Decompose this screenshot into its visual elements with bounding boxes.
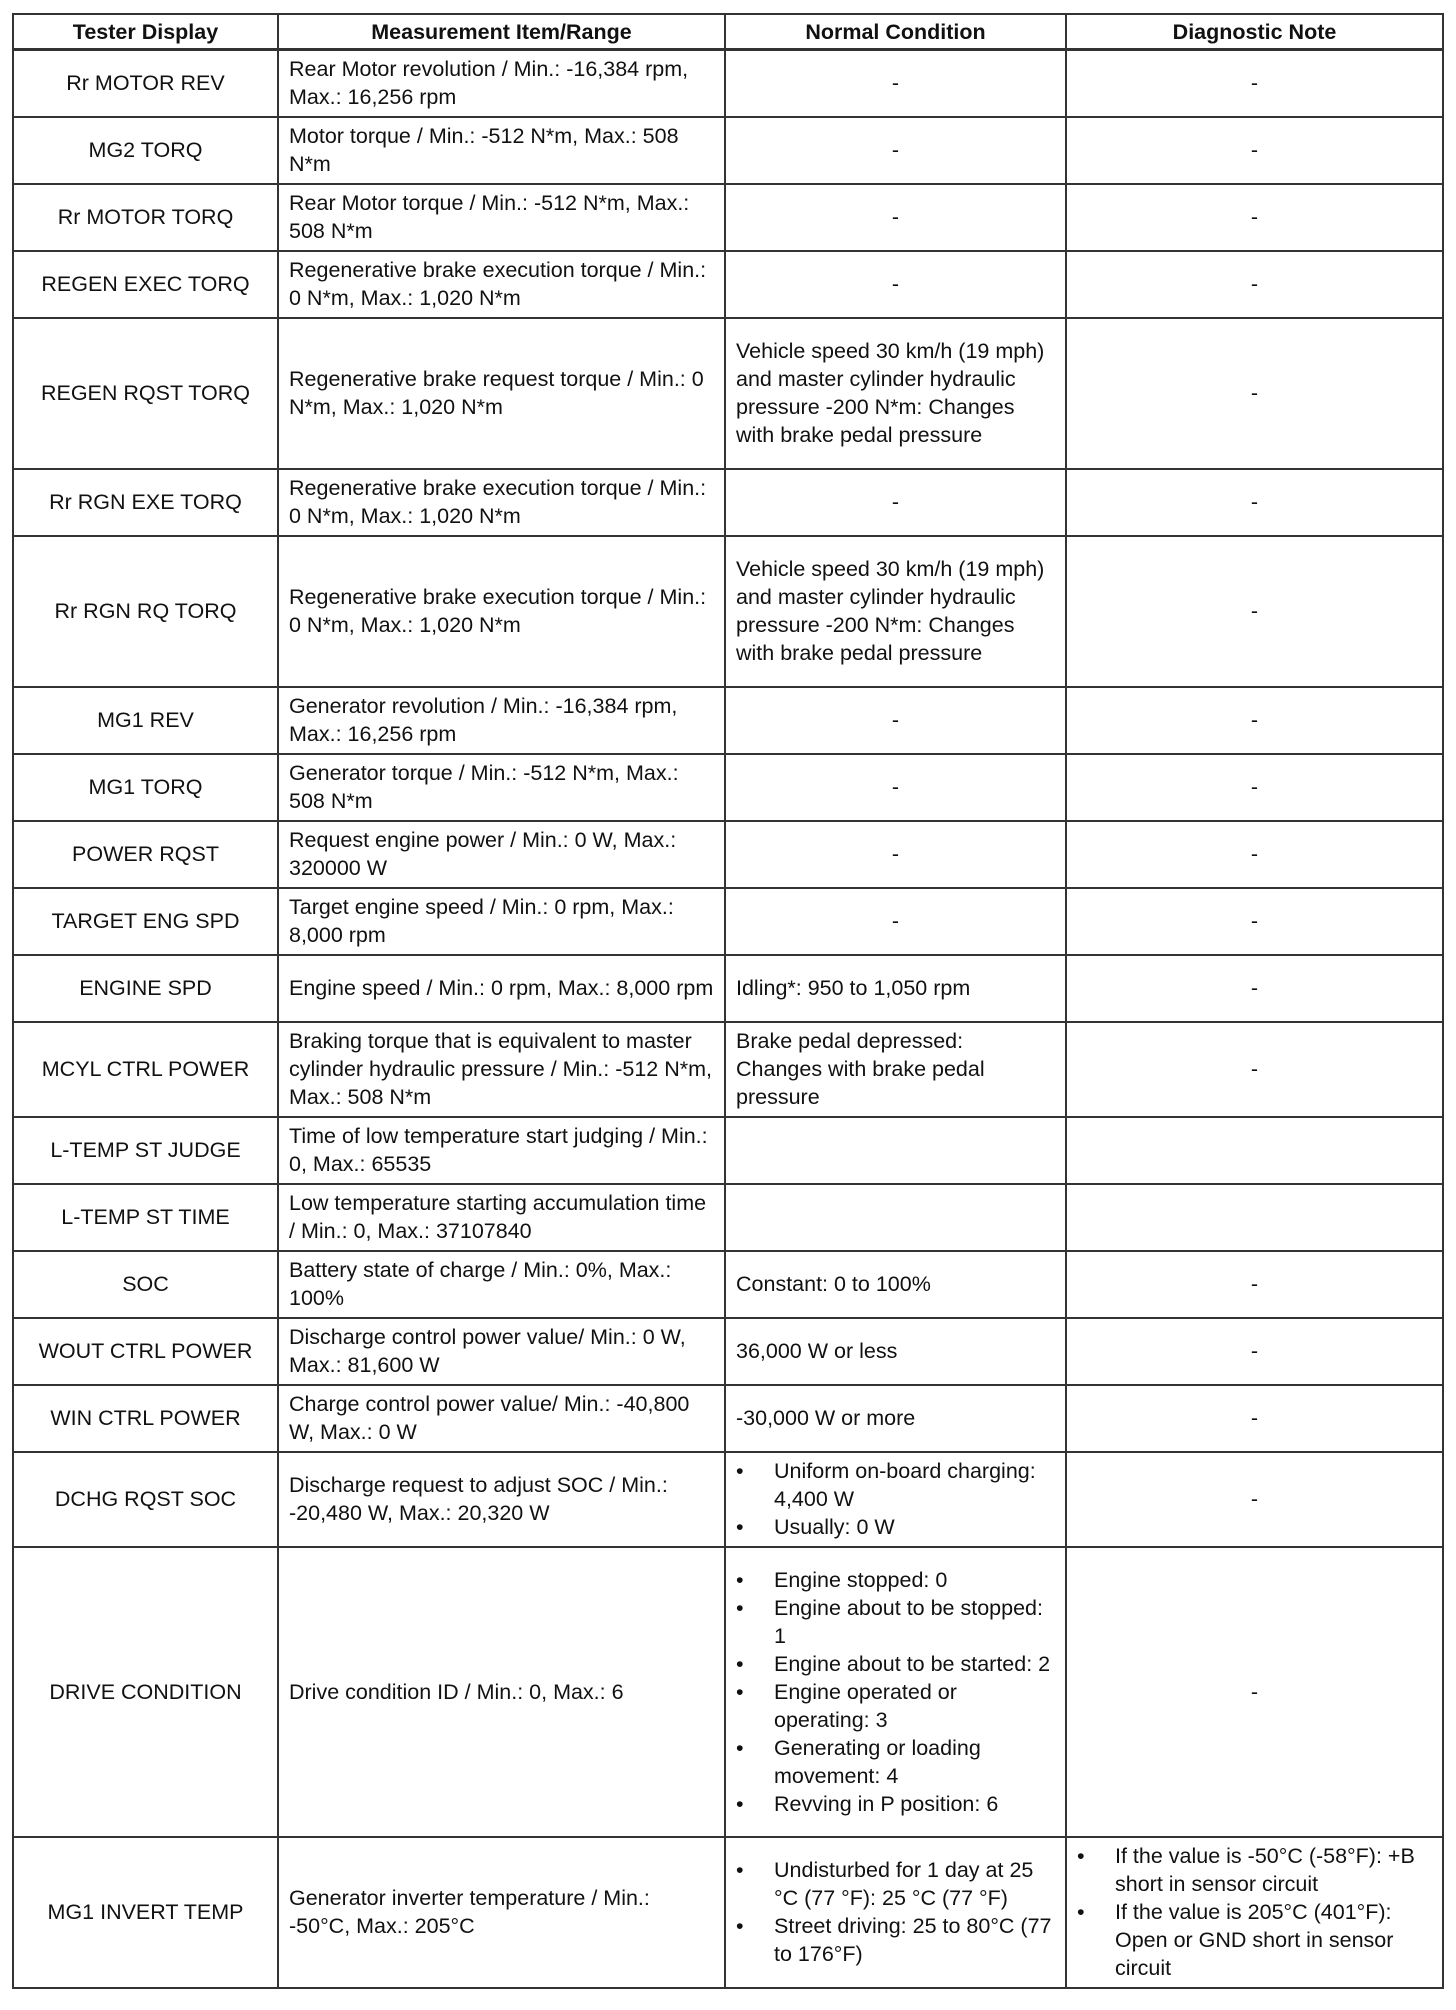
tester-display: L-TEMP ST JUDGE [13,1117,278,1184]
list-item: • Revving in P position: 6 [736,1790,1055,1818]
table-row [13,888,1443,955]
table-row [13,117,1443,184]
measurement-item: Rear Motor revolution / Min.: -16,384 rpm, Max.: 16,256 rpm [278,50,725,117]
normal-condition: Constant: 0 to 100% [725,1251,1066,1318]
tester-display: Rr MOTOR REV [13,50,278,117]
normal-condition: Vehicle speed 30 km/h (19 mph) and master cylinder hydraulic pressure -200 N*m: Changes with brake pedal pressure [725,318,1066,469]
normal-condition [725,1452,1066,1547]
table-row [13,1547,1443,1837]
tester-display: REGEN EXEC TORQ [13,251,278,318]
normal-condition-list [736,1457,1055,1541]
measurement-item: Battery state of charge / Min.: 0%, Max.: 100% [278,1251,725,1318]
tester-display: TARGET ENG SPD [13,888,278,955]
tester-display: POWER RQST [13,821,278,888]
table-row [13,251,1443,318]
list-item: • Engine stopped: 0 [736,1566,1055,1594]
header-normal-condition: Normal Condition [725,14,1066,50]
diagnostic-note: - [1066,318,1443,469]
table-row [13,1385,1443,1452]
normal-condition: -30,000 W or more [725,1385,1066,1452]
measurement-item: Discharge control power value/ Min.: 0 W, Max.: 81,600 W [278,1318,725,1385]
tester-display: Rr RGN RQ TORQ [13,536,278,687]
normal-condition: - [725,469,1066,536]
measurement-item: Regenerative brake execution torque / Min.: 0 N*m, Max.: 1,020 N*m [278,251,725,318]
list-item: • If the value is -50°C (-58°F): +B short in sensor circuit [1077,1842,1432,1898]
table-row [13,184,1443,251]
measurement-item: Motor torque / Min.: -512 N*m, Max.: 508 N*m [278,117,725,184]
diagnostic-note [1066,1184,1443,1251]
table-row [13,1318,1443,1385]
diagnostic-note: - [1066,888,1443,955]
table-row [13,50,1443,117]
normal-condition: - [725,888,1066,955]
diagnostic-note: - [1066,1318,1443,1385]
tester-display: DRIVE CONDITION [13,1547,278,1837]
header-diagnostic-note: Diagnostic Note [1066,14,1443,50]
table-row [13,1452,1443,1547]
normal-condition [725,1837,1066,1988]
diagnostic-note: - [1066,117,1443,184]
list-item: • Engine about to be stopped: 1 [736,1594,1055,1650]
diagnostic-note: - [1066,50,1443,117]
normal-condition [725,1547,1066,1837]
normal-condition-list [736,1856,1055,1968]
list-item: • Undisturbed for 1 day at 25 °C (77 °F): 25 °C (77 °F) [736,1856,1055,1912]
measurement-item: Charge control power value/ Min.: -40,800 W, Max.: 0 W [278,1385,725,1452]
diagnostic-note: - [1066,536,1443,687]
table-row [13,821,1443,888]
normal-condition-list [736,1566,1055,1818]
tester-display: DCHG RQST SOC [13,1452,278,1547]
table-row [13,1117,1443,1184]
diagnostic-note: - [1066,1452,1443,1547]
normal-condition: - [725,687,1066,754]
normal-condition [725,1184,1066,1251]
measurement-item: Low temperature starting accumulation time / Min.: 0, Max.: 37107840 [278,1184,725,1251]
measurement-item: Regenerative brake execution torque / Min.: 0 N*m, Max.: 1,020 N*m [278,536,725,687]
diagnostic-note: - [1066,687,1443,754]
diagnostic-note [1066,1837,1443,1988]
tester-display: MG1 TORQ [13,754,278,821]
diagnostic-note: - [1066,251,1443,318]
list-item: • Uniform on-board charging: 4,400 W [736,1457,1055,1513]
diagnostic-note [1066,1117,1443,1184]
tester-display: WOUT CTRL POWER [13,1318,278,1385]
normal-condition [725,1117,1066,1184]
diagnostic-note: - [1066,1022,1443,1117]
normal-condition: - [725,821,1066,888]
measurement-item: Discharge request to adjust SOC / Min.: -20,480 W, Max.: 20,320 W [278,1452,725,1547]
tester-display: WIN CTRL POWER [13,1385,278,1452]
list-item: • Street driving: 25 to 80°C (77 to 176°F) [736,1912,1055,1968]
measurement-item: Regenerative brake execution torque / Min.: 0 N*m, Max.: 1,020 N*m [278,469,725,536]
table-row [13,1022,1443,1117]
list-item: • Generating or loading movement: 4 [736,1734,1055,1790]
diagnostic-note: - [1066,754,1443,821]
tester-display: SOC [13,1251,278,1318]
header-row [13,14,1443,50]
diagnostic-note: - [1066,469,1443,536]
diagnostic-note: - [1066,1251,1443,1318]
list-item: • If the value is 205°C (401°F): Open or GND short in sensor circuit [1077,1898,1432,1982]
tester-display: MCYL CTRL POWER [13,1022,278,1117]
diagnostic-note: - [1066,955,1443,1022]
tester-display: Rr MOTOR TORQ [13,184,278,251]
tester-display: Rr RGN EXE TORQ [13,469,278,536]
normal-condition: 36,000 W or less [725,1318,1066,1385]
table-row [13,536,1443,687]
diagnostic-note: - [1066,1547,1443,1837]
normal-condition: - [725,251,1066,318]
measurement-item: Drive condition ID / Min.: 0, Max.: 6 [278,1547,725,1837]
measurement-item: Generator inverter temperature / Min.: -50°C, Max.: 205°C [278,1837,725,1988]
table-row [13,318,1443,469]
tester-display: MG1 INVERT TEMP [13,1837,278,1988]
table-row [13,1837,1443,1988]
tester-display: MG1 REV [13,687,278,754]
header-measurement-item: Measurement Item/Range [278,14,725,50]
diagnostic-note: - [1066,184,1443,251]
tester-display: REGEN RQST TORQ [13,318,278,469]
tester-display: ENGINE SPD [13,955,278,1022]
measurement-item: Time of low temperature start judging / Min.: 0, Max.: 65535 [278,1117,725,1184]
measurement-item: Rear Motor torque / Min.: -512 N*m, Max.: 508 N*m [278,184,725,251]
normal-condition: - [725,117,1066,184]
measurement-item: Request engine power / Min.: 0 W, Max.: 320000 W [278,821,725,888]
table-row [13,687,1443,754]
list-item: • Engine operated or operating: 3 [736,1678,1055,1734]
measurement-item: Target engine speed / Min.: 0 rpm, Max.: 8,000 rpm [278,888,725,955]
measurement-item: Braking torque that is equivalent to master cylinder hydraulic pressure / Min.: -512 N*m, Max.: 508 N*m [278,1022,725,1117]
measurement-item: Engine speed / Min.: 0 rpm, Max.: 8,000 rpm [278,955,725,1022]
normal-condition: - [725,754,1066,821]
table-row [13,1184,1443,1251]
list-item: • Engine about to be started: 2 [736,1650,1055,1678]
diagnostic-note: - [1066,821,1443,888]
table-row [13,469,1443,536]
table-row [13,1251,1443,1318]
normal-condition: - [725,50,1066,117]
normal-condition: Vehicle speed 30 km/h (19 mph) and master cylinder hydraulic pressure -200 N*m: Changes with brake pedal pressure [725,536,1066,687]
tester-display: MG2 TORQ [13,117,278,184]
measurement-item: Generator torque / Min.: -512 N*m, Max.: 508 N*m [278,754,725,821]
normal-condition: - [725,184,1066,251]
table-row [13,955,1443,1022]
diagnostic-note-list [1077,1842,1432,1982]
normal-condition: Idling*: 950 to 1,050 rpm [725,955,1066,1022]
measurement-item: Generator revolution / Min.: -16,384 rpm, Max.: 16,256 rpm [278,687,725,754]
table-row [13,754,1443,821]
tester-display: L-TEMP ST TIME [13,1184,278,1251]
data-list-table [12,13,1444,1989]
diagnostic-note: - [1066,1385,1443,1452]
list-item: • Usually: 0 W [736,1513,1055,1541]
measurement-item: Regenerative brake request torque / Min.: 0 N*m, Max.: 1,020 N*m [278,318,725,469]
header-tester-display: Tester Display [13,14,278,50]
normal-condition: Brake pedal depressed: Changes with brake pedal pressure [725,1022,1066,1117]
